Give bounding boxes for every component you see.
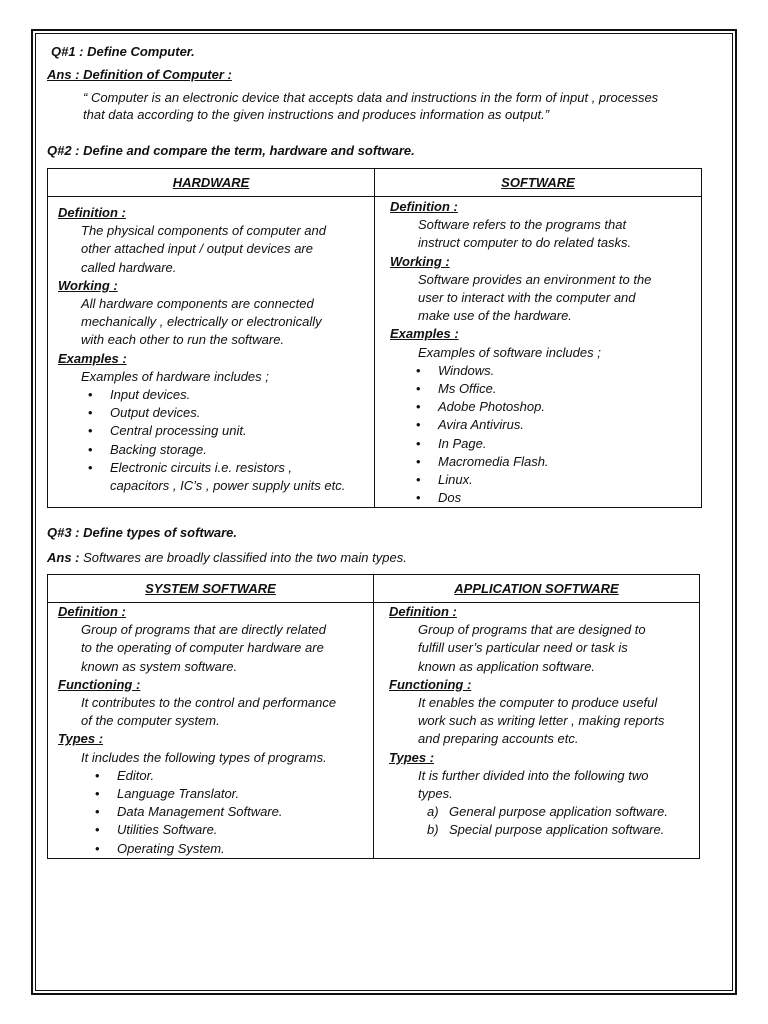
system-definition-line: Group of programs that are directly related [81, 622, 326, 638]
list-item: • Input devices. [110, 386, 368, 404]
q1-question: Q#1 : Define Computer. [51, 44, 195, 59]
software-cell [375, 197, 702, 508]
application-software-cell [374, 603, 700, 859]
list-item: • Language Translator. [117, 785, 367, 803]
application-definition-label: Definition : [389, 604, 457, 619]
hardware-working-line: All hardware components are connected [81, 296, 314, 312]
hardware-cell [48, 197, 375, 508]
application-types-intro: It is further divided into the following two [418, 767, 649, 783]
hardware-software-table [47, 168, 702, 508]
application-types-intro: types. [418, 786, 453, 802]
software-working-line: user to interact with the computer and [418, 290, 636, 306]
q3-answer-text: Softwares are broadly classified into the two main types. [79, 550, 407, 565]
list-item: • Operating System. [117, 840, 367, 858]
list-item: • In Page. [438, 435, 695, 453]
q3-answer-label: Ans : [47, 550, 80, 565]
list-item: • Dos [438, 489, 695, 507]
q2-question: Q#2 : Define and compare the term, hardware and software. [47, 143, 415, 158]
system-functioning-label: Functioning : [58, 676, 141, 692]
list-item: • Avira Antivirus. [438, 416, 695, 434]
list-item-text: Special purpose application software. [449, 822, 665, 838]
hardware-examples-list [58, 386, 368, 477]
q1-definition-line-1: “ Computer is an electronic device that accepts data and instructions in the form of input , processes [83, 90, 659, 105]
system-types-intro: It includes the following types of programs. [81, 749, 327, 765]
application-types-label: Types : [389, 749, 435, 765]
list-item: • Central processing unit. [110, 422, 368, 440]
software-types-table [47, 574, 700, 859]
software-definition-line: instruct computer to do related tasks. [418, 235, 632, 251]
hardware-header: HARDWARE [48, 169, 375, 197]
hardware-working-label: Working : [58, 277, 118, 293]
hardware-definition-label: Definition : [58, 205, 126, 220]
system-definition-line: known as system software. [81, 658, 238, 674]
system-types-list [58, 767, 367, 858]
list-item: • Windows. [438, 362, 695, 380]
system-definition-line: to the operating of computer hardware are [81, 640, 324, 656]
list-item: • Macromedia Flash. [438, 453, 695, 471]
software-header: SOFTWARE [375, 169, 702, 197]
software-working-line: make use of the hardware. [418, 308, 572, 324]
system-functioning-line: It contributes to the control and performance [81, 695, 337, 711]
application-software-header: APPLICATION SOFTWARE [374, 575, 700, 603]
software-definition-line: Software refers to the programs that [418, 217, 627, 233]
list-item: • Editor. [117, 767, 367, 785]
system-types-label: Types : [58, 731, 104, 747]
system-software-header: SYSTEM SOFTWARE [48, 575, 374, 603]
hardware-definition-line: The physical components of computer and [81, 223, 326, 239]
hardware-definition-line: other attached input / output devices are [81, 241, 313, 257]
software-examples-label: Examples : [390, 326, 459, 342]
system-definition-label: Definition : [58, 604, 126, 619]
list-item: • Electronic circuits i.e. resistors , [110, 459, 368, 477]
list-item: • Linux. [438, 471, 695, 489]
software-working-label: Working : [390, 253, 450, 269]
q3-question: Q#3 : Define types of software. [47, 525, 237, 540]
software-examples-list [390, 362, 695, 508]
list-item: • Adobe Photoshop. [438, 398, 695, 416]
application-functioning-label: Functioning : [389, 676, 472, 692]
software-examples-intro: Examples of software includes ; [418, 344, 601, 360]
list-item: • Backing storage. [110, 441, 368, 459]
hardware-working-line: with each other to run the software. [81, 332, 285, 348]
system-software-cell [48, 603, 374, 859]
list-item-text: General purpose application software. [449, 804, 668, 820]
list-item: • Output devices. [110, 404, 368, 422]
list-item [427, 821, 693, 839]
q1-answer-heading: Ans : Definition of Computer : [47, 67, 232, 82]
application-types-list [389, 803, 693, 839]
application-functioning-line: and preparing accounts etc. [418, 731, 579, 747]
list-item: • Utilities Software. [117, 821, 367, 839]
list-item: • Data Management Software. [117, 803, 367, 821]
hardware-examples-continuation: capacitors , IC’s , power supply units etc. [110, 478, 346, 494]
software-working-line: Software provides an environment to the [418, 271, 652, 287]
list-item [427, 803, 693, 821]
application-functioning-line: It enables the computer to produce useful [418, 695, 658, 711]
list-item: • Ms Office. [438, 380, 695, 398]
q1-definition-line-2: that data according to the given instructions and produces information as output.” [83, 107, 550, 122]
hardware-examples-label: Examples : [58, 350, 127, 366]
software-definition-label: Definition : [390, 199, 458, 214]
list-marker: a) [427, 804, 439, 820]
q3-answer [47, 550, 407, 566]
list-marker: b) [427, 822, 439, 838]
hardware-working-line: mechanically , electrically or electronically [81, 314, 322, 330]
system-functioning-line: of the computer system. [81, 713, 220, 729]
application-functioning-line: work such as writing letter , making reports [418, 713, 665, 729]
application-definition-line: known as application software. [418, 658, 596, 674]
application-definition-line: Group of programs that are designed to [418, 622, 646, 638]
hardware-definition-line: called hardware. [81, 259, 177, 275]
application-definition-line: fulfill user’s particular need or task is [418, 640, 628, 656]
hardware-examples-intro: Examples of hardware includes ; [81, 368, 269, 384]
